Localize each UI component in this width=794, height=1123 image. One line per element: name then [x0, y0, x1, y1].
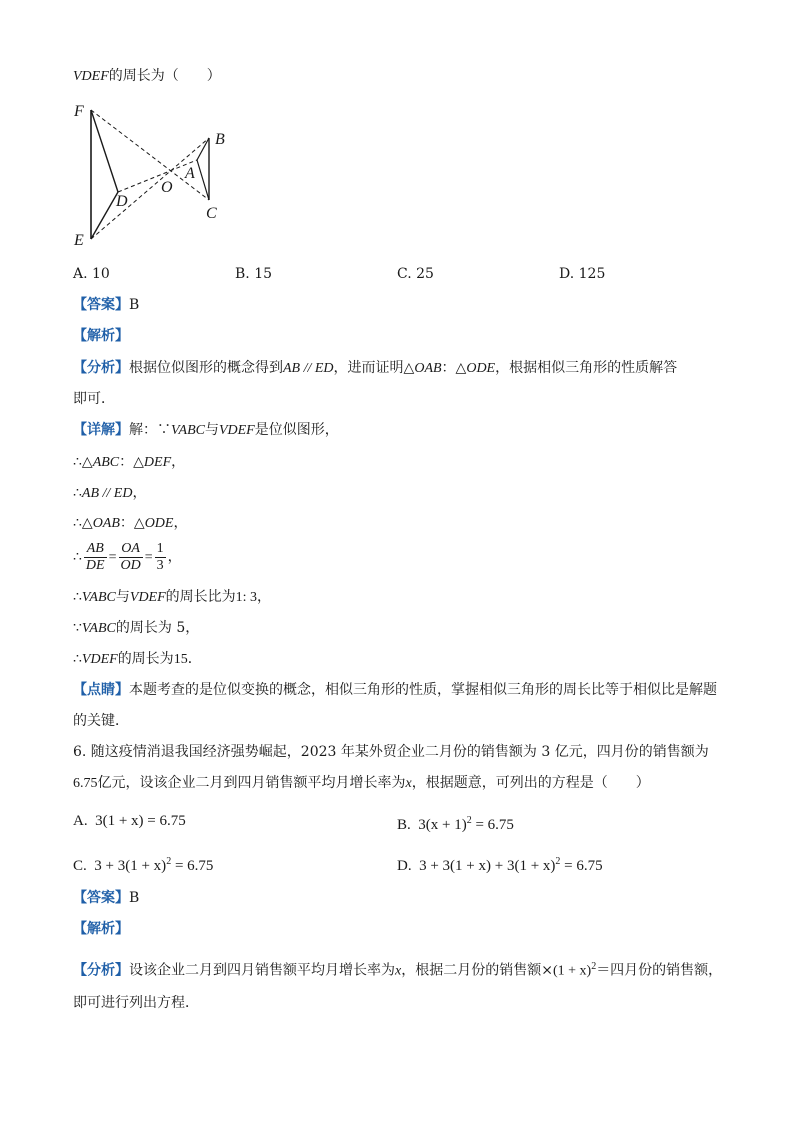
q6-fenxi-line1: 【分析】设该企业二月到四月销售额平均月增长率为x，根据二月份的销售额$\times(1 + x)^2=$四月份的销售额， — [73, 961, 723, 979]
q5-detail-line6: ∴VABC与VDEF的周长比为1: 3， — [73, 589, 272, 605]
q5-stem: VDEF的周长为（ ） — [73, 68, 221, 84]
q5-detail-fraction-line: ∴ $\frac{AB}{DE}$ = $\frac{OA}{OD}$ = $\frac{1}{3}$ ， — [73, 541, 182, 574]
q6-fenxi-line2: 即可进行列出方程． — [73, 995, 199, 1011]
q6-option-d: D. $3 + 3(1 + x) + 3(1 + x)^2 = 6.75$ — [397, 856, 603, 874]
q6-stem-line2: 6.75亿元，设该企业二月到四月销售额平均月增长率为x，根据题意，可列出的方程是（ ） — [73, 775, 650, 791]
triangle-name: VDEF — [73, 69, 109, 84]
homothety-figure — [70, 96, 240, 251]
q5-option-a: A. 10 — [73, 266, 110, 282]
q6-option-c: C. $3 + 3(1 + x)^2 = 6.75$ — [73, 856, 214, 874]
q5-detail-line8: ∴VDEF的周长为15． — [73, 651, 202, 667]
label-O: O — [161, 179, 173, 196]
fraction-one-third: $\frac{1}{3}$ — [156, 541, 164, 574]
label-F: F — [74, 103, 84, 120]
q6-option-b: B. $3(x + 1)^2 = 6.75$ — [397, 815, 514, 833]
label-A: A — [185, 165, 195, 182]
q5-detail-line7: ∵VABC的周长为 5， — [73, 620, 200, 636]
q5-option-b: B. 15 — [235, 266, 273, 282]
q6-option-a: A. 3(1 + x) = 6.75 — [73, 813, 186, 829]
q6-analysis-heading: 【解析】 — [73, 921, 129, 937]
fraction-oa-od: $\frac{OA}{OD}$ — [120, 541, 141, 574]
label-B: B — [215, 131, 225, 148]
q5-detail-line2: ∴△ABC：△DEF， — [73, 454, 186, 470]
q5-detail-line3: ∴AB // ED， — [73, 485, 147, 501]
q5-detail-line1: 【详解】解：∵VABC与VDEF是位似图形， — [73, 422, 339, 438]
q5-detail-line4: ∴△OAB：△ODE， — [73, 515, 188, 531]
q5-option-c: C. 25 — [397, 266, 434, 282]
q5-dianjing-line1: 【点睛】本题考查的是位似变换的概念，相似三角形的性质，掌握相似三角形的周长比等于相似比是解题 — [73, 682, 717, 698]
q5-fenxi-line1: 【分析】根据位似图形的概念得到AB // ED，进而证明△OAB：△ODE，根据相似三角形的性质解答 — [73, 360, 678, 376]
label-E: E — [74, 232, 84, 249]
fraction-ab-de: $\frac{AB}{DE}$ — [85, 541, 105, 574]
q6-answer-line: 【答案】B — [73, 890, 140, 906]
q5-analysis-heading: 【解析】 — [73, 328, 129, 344]
q5-option-d: D. 125 — [559, 266, 606, 282]
q6-stem-line1: 6. 随这疫情消退我国经济强势崛起，2023 年某外贸企业二月份的销售额为 3 亿元，四月份的销售额为 — [73, 744, 709, 760]
q5-answer-line: 【答案】B — [73, 297, 140, 313]
label-D: D — [116, 193, 128, 210]
q5-dianjing-line2: 的关键． — [73, 713, 129, 729]
label-C: C — [206, 205, 217, 222]
q5-fenxi-line2: 即可． — [73, 391, 115, 407]
